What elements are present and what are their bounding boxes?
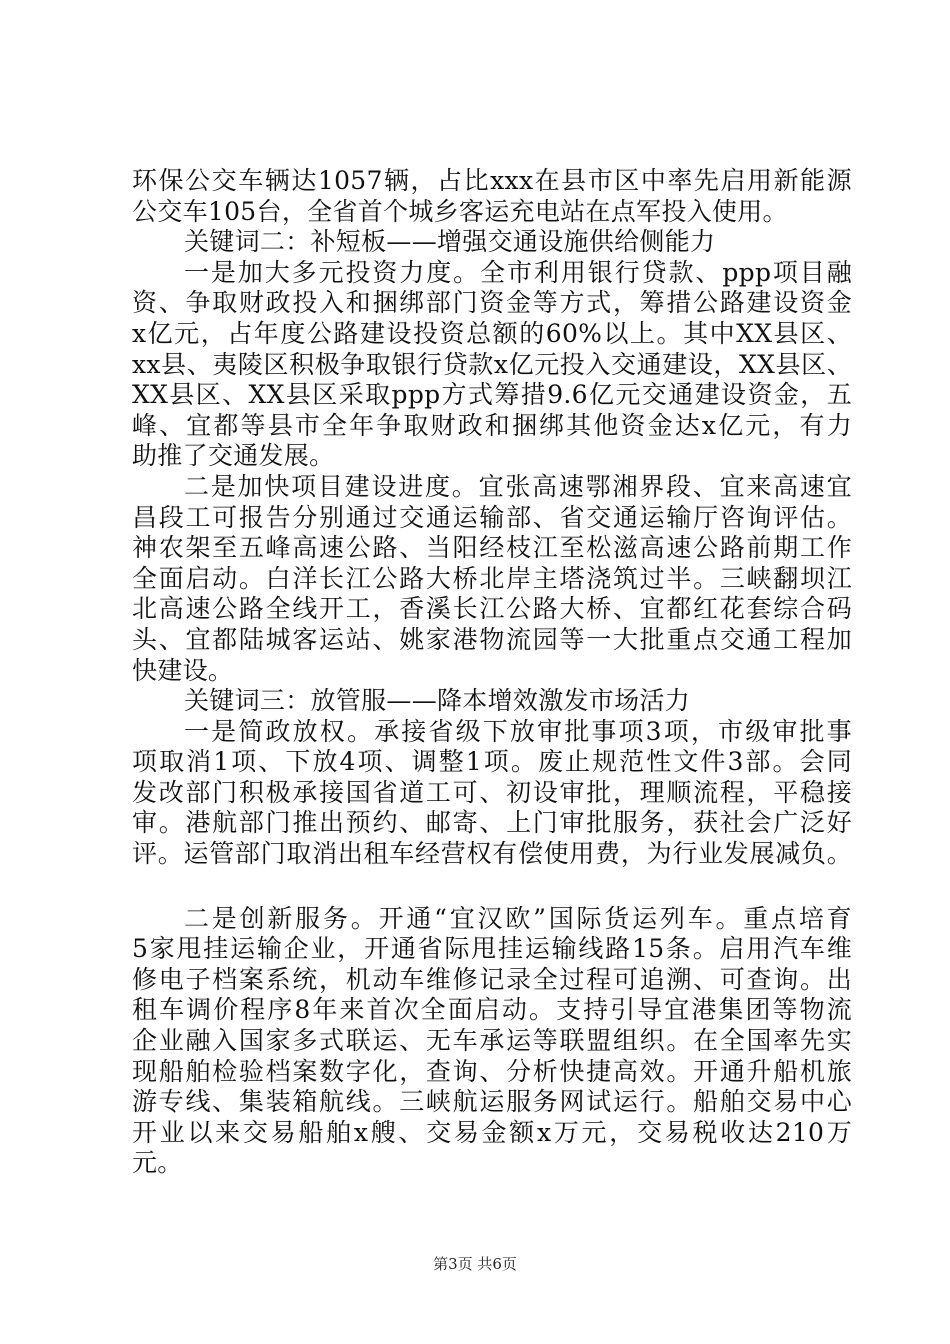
- text-line: 审。港航部门推出预约、邮寄、上门审批服务，获社会广泛好: [132, 808, 852, 838]
- text-line: 头、宜都陆城客运站、姚家港物流园等一大批重点交通工程加: [132, 624, 852, 654]
- text-line: 游专线、集装箱航线。三峡航运服务网试运行。船舶交易中心: [132, 1087, 852, 1117]
- text-line: 开业以来交易船舶x艘、交易金额x万元，交易税收达210万: [132, 1117, 852, 1147]
- text-line: 企业融入国家多式联运、无车承运等联盟组织。在全国率先实: [132, 1026, 852, 1056]
- text-line: 公交车105台，全省首个城乡客运充电站在点军投入使用。: [132, 196, 788, 226]
- text-line: 项取消1项、下放4项、调整1项。废止规范性文件3部。会同: [132, 747, 852, 777]
- text-line: 元。: [132, 1148, 183, 1178]
- text-line: 一是加大多元投资力度。全市利用银行贷款、ppp项目融: [184, 257, 852, 287]
- text-line: 神农架至五峰高速公路、当阳经枝江至松滋高速公路前期工作: [132, 533, 852, 563]
- text-line: 资、争取财政投入和捆绑部门资金等方式，筹措公路建设资金: [132, 288, 852, 318]
- section-heading: 关键词二：补短板——增强交通设施供给侧能力: [184, 227, 716, 257]
- text-line: 5家甩挂运输企业，开通省际甩挂运输线路15条。启用汽车维: [132, 934, 852, 964]
- text-line: 北高速公路全线开工，香溪长江公路大桥、宜都红花套综合码: [132, 594, 852, 624]
- text-line: x亿元，占年度公路建设投资总额的60%以上。其中XX县区、: [132, 318, 852, 348]
- text-line: 昌段工可报告分别通过交通运输部、省交通运输厅咨询评估。: [132, 502, 852, 532]
- text-line: 发改部门积极承接国省道工可、初设审批，理顺流程，平稳接: [132, 777, 852, 807]
- text-line: 峰、宜都等县市全年争取财政和捆绑其他资金达x亿元，有力: [132, 410, 852, 440]
- text-line: 租车调价程序8年来首次全面启动。支持引导宜港集团等物流: [132, 995, 852, 1025]
- text-line: 全面启动。白洋长江公路大桥北岸主塔浇筑过半。三峡翻坝江: [132, 563, 852, 593]
- section-heading: 关键词三：放管服——降本增效激发市场活力: [184, 686, 691, 716]
- text-line: 快建设。: [132, 655, 234, 685]
- page-number-footer: 第3页 共6页: [433, 1255, 517, 1273]
- text-line: 评。运管部门取消出租车经营权有偿使用费，为行业发展减负。: [132, 839, 852, 869]
- paragraph-gap: [132, 870, 852, 904]
- text-line: 助推了交通发展。: [132, 441, 335, 471]
- text-line: XX县区、XX县区采取ppp方式筹措9.6亿元交通建设资金，五: [132, 380, 852, 410]
- body-text: [132, 166, 852, 1179]
- text-line: 二是加快项目建设进度。宜张高速鄂湘界段、宜来高速宜: [184, 471, 852, 501]
- text-line: 一是简政放权。承接省级下放审批事项3项，市级审批事: [184, 716, 852, 746]
- text-line: 环保公交车辆达1057辆，占比xxx在县市区中率先启用新能源: [132, 166, 852, 195]
- text-line: xx县、夷陵区积极争取银行贷款x亿元投入交通建设，XX县区、: [132, 349, 852, 379]
- text-line: 现船舶检验档案数字化，查询、分析快捷高效。开通升船机旅: [132, 1056, 852, 1086]
- text-line: 修电子档案系统，机动车维修记录全过程可追溯、可查询。出: [132, 964, 852, 994]
- text-line: 二是创新服务。开通“宜汉欧”国际货运列车。重点培育: [184, 903, 852, 933]
